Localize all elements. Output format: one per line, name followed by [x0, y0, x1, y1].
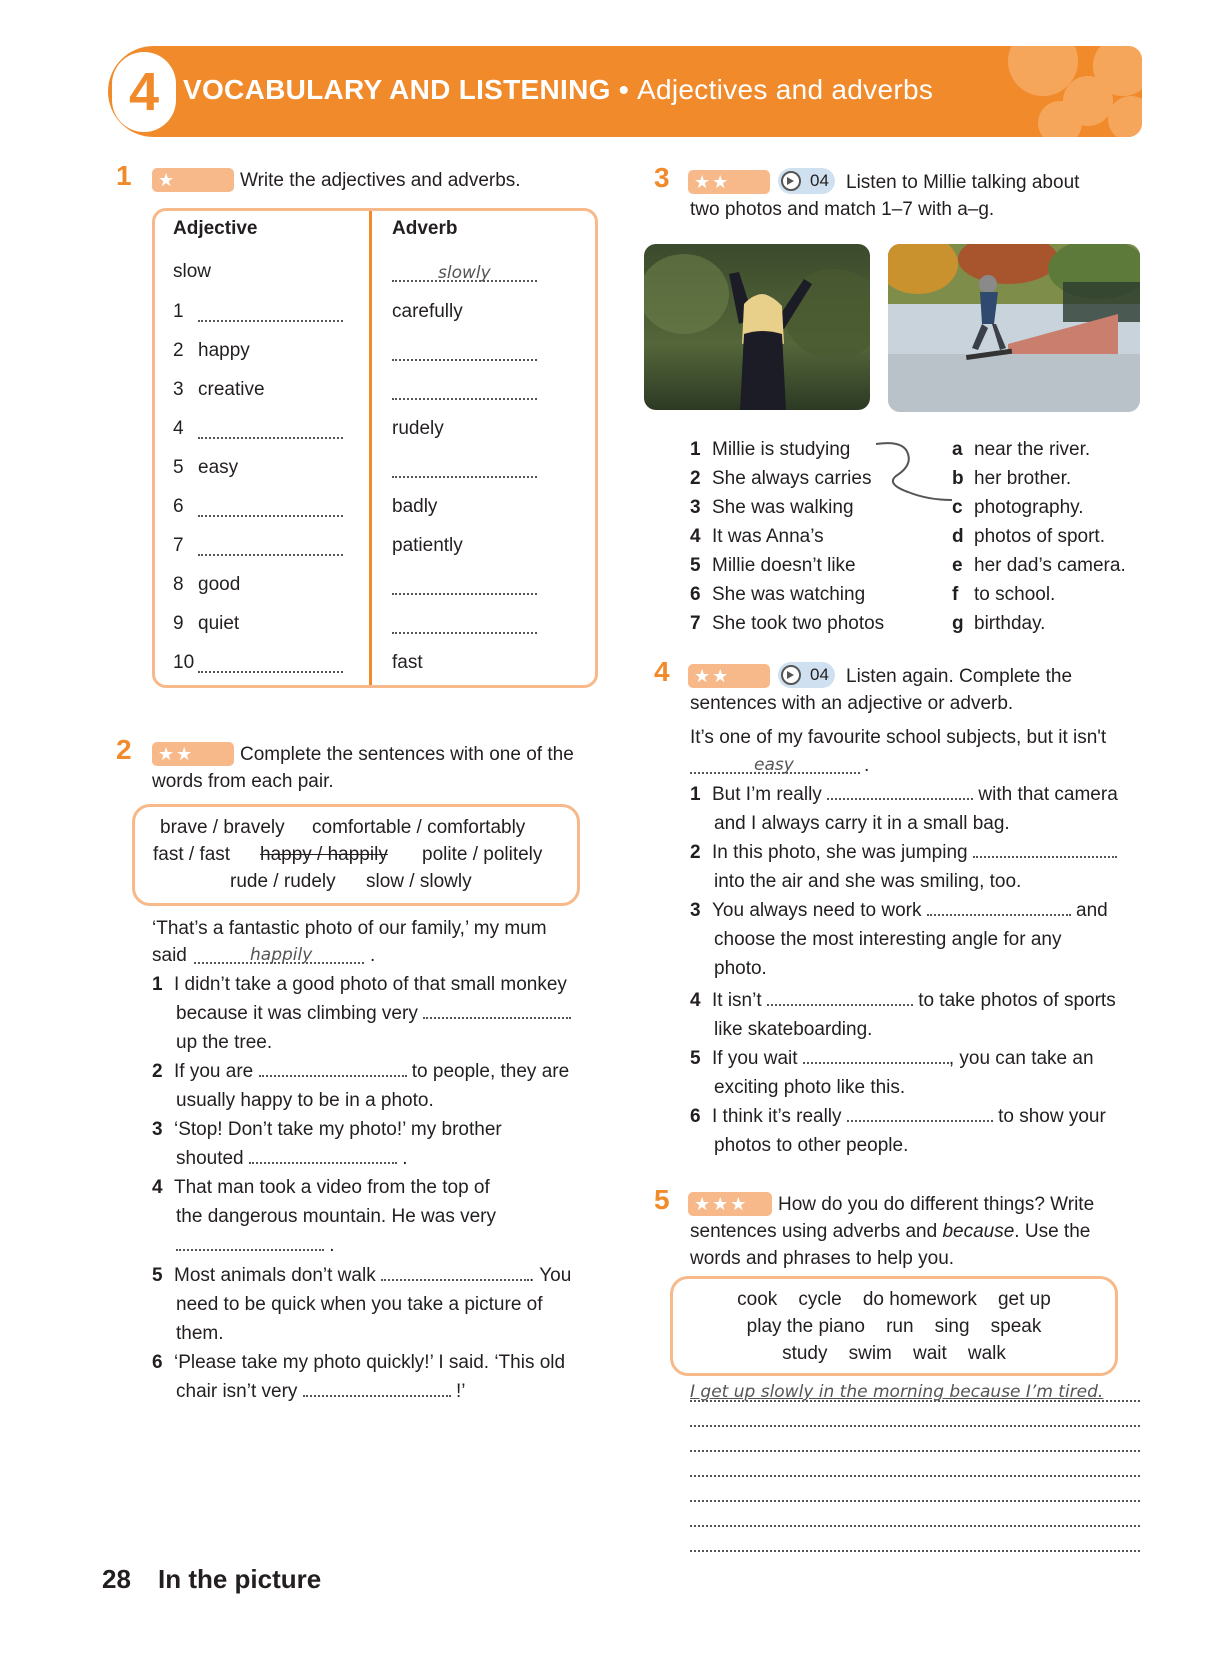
- sentence-text: need to be quick when you take a picture of: [176, 1294, 543, 1315]
- column-header-adverb: Adverb: [392, 218, 458, 239]
- word-pair: slow / slowly: [366, 871, 472, 892]
- sentence-text: up the tree.: [176, 1032, 273, 1053]
- item-text: her dad’s camera.: [974, 555, 1126, 576]
- difficulty-stars-icon: ★★★: [688, 1192, 772, 1216]
- item-letter: g: [952, 613, 964, 634]
- item-text: She took two photos: [712, 613, 885, 634]
- audio-play-icon: [781, 171, 801, 191]
- sentence-text: them.: [176, 1323, 224, 1344]
- answer-blank[interactable]: [259, 1059, 407, 1077]
- sentence-text: It isn’t: [712, 990, 762, 1011]
- adverb-cell: carefully: [392, 301, 463, 322]
- row-number: 7: [173, 535, 184, 556]
- sentence-text: Most animals don’t walk: [174, 1265, 376, 1286]
- audio-track-badge[interactable]: [778, 662, 835, 688]
- row-number: 6: [173, 496, 184, 517]
- sentence-text: I didn’t take a good photo of that small monkey: [174, 974, 567, 995]
- difficulty-stars-icon: ★★: [152, 742, 234, 766]
- item-letter: e: [952, 555, 963, 576]
- adverb-cell: patiently: [392, 535, 463, 556]
- exercise-5-instruction-line2: [690, 1218, 1090, 1245]
- answer-blank[interactable]: [176, 1233, 324, 1251]
- row-number: 9: [173, 613, 184, 634]
- punctuation: .: [370, 945, 376, 966]
- audio-track-badge[interactable]: [778, 168, 835, 194]
- item-number: 2: [152, 1061, 163, 1082]
- adjective-answer-blank[interactable]: [198, 515, 343, 517]
- item-number: 6: [152, 1352, 163, 1373]
- sentence-text: the dangerous mountain. He was very: [176, 1206, 497, 1227]
- word-list-row: study swim wait walk: [782, 1343, 1006, 1364]
- exercise-2-instruction-line2: words from each pair.: [152, 771, 334, 792]
- question-item-5: [690, 1045, 1094, 1072]
- column-header-adjective: Adjective: [173, 218, 258, 239]
- exercise-4-instruction-line2: sentences with an adjective or adverb.: [690, 693, 1014, 714]
- word-pair: fast / fast: [153, 844, 231, 865]
- answer-blank[interactable]: [249, 1146, 397, 1164]
- adjective-answer-blank[interactable]: [198, 320, 343, 322]
- unit-title: In the picture: [158, 1564, 322, 1594]
- item-number: 6: [690, 584, 701, 605]
- row-number: 10: [173, 652, 195, 673]
- question-item-4: [690, 987, 1116, 1014]
- exercise-5-number: 5: [654, 1184, 670, 1215]
- match-left-item: [690, 465, 871, 492]
- sentence-text: usually happy to be in a photo.: [176, 1090, 434, 1111]
- question-item-3: [152, 1116, 502, 1143]
- exercise-2-instruction-line1: Complete the sentences with one of the: [240, 744, 574, 765]
- answer-line[interactable]: [690, 1450, 1140, 1452]
- sentence-text: and I always carry it in a small bag.: [714, 813, 1010, 834]
- word-pair-crossed-out: happy / happily: [260, 844, 388, 865]
- adverb-answer-blank[interactable]: [392, 632, 537, 634]
- question-item-1: [690, 781, 1118, 808]
- example-sentence-answer: I get up slowly in the morning because I’m tired.: [690, 1382, 1104, 1402]
- punctuation: .: [329, 1235, 335, 1256]
- adverb-cell: rudely: [392, 418, 444, 439]
- sentence-text: . You: [528, 1265, 572, 1286]
- question-item-3-cont: [176, 1145, 407, 1172]
- answer-blank[interactable]: [927, 898, 1071, 916]
- word-pair: polite / politely: [422, 844, 543, 865]
- sentence-text: shouted: [176, 1148, 244, 1169]
- example-adjective: slow: [173, 261, 212, 282]
- row-number: 5: [173, 457, 184, 478]
- match-right-item: [952, 436, 1090, 463]
- answer-blank[interactable]: [423, 1001, 571, 1019]
- match-right-item: [952, 465, 1071, 492]
- adjective-cell: easy: [198, 457, 239, 478]
- question-item-2: [690, 839, 1117, 866]
- item-number: 5: [690, 1048, 701, 1069]
- item-number: 1: [690, 784, 701, 805]
- audio-track-number: 04: [810, 665, 829, 684]
- match-left-item: [690, 494, 854, 521]
- section-title: VOCABULARY AND LISTENING: [183, 74, 611, 105]
- photo-skateboarder: [888, 244, 1140, 412]
- match-left-item: [690, 581, 865, 608]
- adverb-answer-blank[interactable]: [392, 359, 537, 361]
- section-subtitle: Adjectives and adverbs: [637, 74, 934, 105]
- item-letter: d: [952, 526, 964, 547]
- item-number: 1: [690, 439, 701, 460]
- item-text: It was Anna’s: [712, 526, 824, 547]
- difficulty-stars-icon: ★★: [688, 664, 770, 688]
- item-number: 2: [690, 468, 701, 489]
- word-list-row: play the piano run sing speak: [746, 1316, 1042, 1337]
- adverb-cell: badly: [392, 496, 438, 517]
- sentence-text: with that camera: [978, 784, 1118, 805]
- sentence-text: ‘Please take my photo quickly!’ I said. ‘This old: [174, 1352, 566, 1373]
- sentence-text: and: [1076, 900, 1108, 921]
- adverb-cell: fast: [392, 652, 423, 673]
- exercise-3-instruction-line2: two photos and match 1–7 with a–g.: [690, 199, 995, 220]
- difficulty-stars-icon: ★: [152, 168, 234, 192]
- adverb-answer-blank[interactable]: [392, 398, 537, 400]
- answer-line: [690, 1400, 1140, 1402]
- match-left-item: [690, 436, 850, 463]
- example-adverb-answer: slowly: [438, 263, 491, 283]
- item-number: 4: [690, 990, 701, 1011]
- exercise-1-instruction: Write the adjectives and adverbs.: [240, 170, 521, 191]
- sentence-text: !’: [455, 1381, 466, 1402]
- sentence-text: If you are: [174, 1061, 254, 1082]
- exercise-1-number: 1: [116, 160, 132, 191]
- sentence-text: In this photo, she was jumping: [712, 842, 968, 863]
- sentence-text: photos to other people.: [714, 1135, 909, 1156]
- page-title: [183, 74, 933, 106]
- photo-girl-jumping: [644, 244, 870, 410]
- answer-blank[interactable]: [973, 840, 1117, 858]
- answer-blank[interactable]: [847, 1104, 993, 1122]
- adjective-cell: creative: [198, 379, 265, 400]
- adjective-cell: happy: [198, 340, 250, 361]
- sentence-text: into the air and she was smiling, too.: [714, 871, 1022, 892]
- item-number: 2: [690, 842, 701, 863]
- sentence-text: , you can take an: [948, 1048, 1094, 1069]
- example-match-line: [868, 440, 968, 510]
- item-number: 5: [690, 555, 701, 576]
- row-number: 1: [173, 301, 184, 322]
- question-item-6: [152, 1349, 565, 1376]
- item-number: 7: [690, 613, 701, 634]
- sentence-text: like skateboarding.: [714, 1019, 873, 1040]
- answer-line[interactable]: [690, 1500, 1140, 1502]
- item-text: Millie doesn’t like: [712, 555, 856, 576]
- answer-line[interactable]: [690, 1475, 1140, 1477]
- answer-blank[interactable]: [767, 988, 913, 1006]
- row-number: 3: [173, 379, 184, 400]
- answer-blank[interactable]: [827, 782, 973, 800]
- item-text: birthday.: [974, 613, 1046, 634]
- question-item-6: [690, 1103, 1106, 1130]
- example-said: said: [152, 945, 187, 966]
- exercise-2-number: 2: [116, 734, 132, 765]
- item-number: 1: [152, 974, 163, 995]
- table-divider: [369, 211, 372, 685]
- row-number: 8: [173, 574, 184, 595]
- example-sentence: It’s one of my favourite school subjects, but it isn't: [690, 727, 1107, 748]
- exercise-3-instruction-line1: Listen to Millie talking about: [846, 172, 1080, 193]
- question-item-1: [152, 971, 567, 998]
- sentence-text: to show your: [998, 1106, 1106, 1127]
- item-number: 4: [152, 1177, 163, 1198]
- match-right-item: [952, 523, 1105, 550]
- question-item-6-cont: [176, 1378, 465, 1405]
- adjective-answer-blank[interactable]: [198, 437, 343, 439]
- match-right-item: [952, 610, 1045, 637]
- item-text: to school.: [974, 584, 1056, 605]
- adverb-answer-blank[interactable]: [392, 476, 537, 478]
- sentence-text: You always need to work: [712, 900, 922, 921]
- title-bullet: •: [618, 74, 629, 105]
- sentence-text: ‘Stop! Don’t take my photo!’ my brother: [174, 1119, 502, 1140]
- question-item-4-cont: [176, 1232, 335, 1259]
- example-sentence: ‘That’s a fantastic photo of our family,’ my mum: [152, 918, 547, 939]
- item-letter: f: [952, 584, 959, 605]
- audio-track-number: 04: [810, 171, 829, 190]
- item-text: her brother.: [974, 468, 1072, 489]
- item-text: photos of sport.: [974, 526, 1105, 547]
- item-text: She always carries: [712, 468, 872, 489]
- instruction-emphasis: because: [942, 1221, 1015, 1242]
- sentence-text: I think it’s really: [712, 1106, 842, 1127]
- sentence-text: exciting photo like this.: [714, 1077, 906, 1098]
- item-letter: a: [952, 439, 963, 460]
- punctuation: .: [864, 755, 870, 776]
- row-number: 4: [173, 418, 184, 439]
- word-pair: rude / rudely: [230, 871, 336, 892]
- item-number: 6: [690, 1106, 701, 1127]
- item-text: near the river.: [974, 439, 1091, 460]
- page-number: 28: [102, 1564, 131, 1594]
- item-text: photography.: [974, 497, 1084, 518]
- adverb-answer-blank[interactable]: [392, 593, 537, 595]
- answer-blank[interactable]: [803, 1046, 949, 1064]
- sentence-text: photo.: [714, 958, 767, 979]
- difficulty-stars-icon: ★★: [688, 170, 770, 194]
- match-right-item: [952, 581, 1055, 608]
- exercise-5-instruction-line3: words and phrases to help you.: [690, 1248, 955, 1269]
- word-list-row: cook cycle do homework get up: [737, 1289, 1051, 1310]
- question-item-3: [690, 897, 1108, 924]
- adjective-cell: quiet: [198, 613, 240, 634]
- sentence-text: to people, they are: [411, 1061, 570, 1082]
- item-letter: c: [952, 497, 963, 518]
- adjective-answer-blank[interactable]: [198, 671, 343, 673]
- sentence-text: choose the most interesting angle for any: [714, 929, 1062, 950]
- match-left-item: [690, 552, 856, 579]
- item-number: 3: [152, 1119, 163, 1140]
- sentence-text: But I’m really: [712, 784, 822, 805]
- answer-line[interactable]: [690, 1425, 1140, 1427]
- item-number: 3: [690, 497, 701, 518]
- exercise-4-instruction-line1: Listen again. Complete the: [846, 666, 1073, 687]
- match-left-item: [690, 523, 824, 550]
- exercise-4-number: 4: [654, 656, 670, 687]
- punctuation: .: [402, 1148, 408, 1169]
- sentence-text: That man took a video from the top of: [174, 1177, 490, 1198]
- example-answer: happily: [250, 945, 313, 965]
- item-number: 5: [152, 1265, 163, 1286]
- adjective-cell: good: [198, 574, 241, 595]
- question-item-2: [152, 1058, 569, 1085]
- audio-play-icon: [781, 665, 801, 685]
- item-number: 3: [690, 900, 701, 921]
- match-right-item: [952, 552, 1126, 579]
- sentence-text: If you wait: [712, 1048, 798, 1069]
- match-left-item: [690, 610, 884, 637]
- sentence-text: chair isn’t very: [176, 1381, 298, 1402]
- row-number: 2: [173, 340, 184, 361]
- adjective-answer-blank[interactable]: [198, 554, 343, 556]
- item-text: She was watching: [712, 584, 866, 605]
- item-letter: b: [952, 468, 964, 489]
- instruction-text: . Use the: [1014, 1221, 1091, 1242]
- answer-line[interactable]: [690, 1525, 1140, 1527]
- question-item-5: [152, 1262, 571, 1289]
- example-answer: easy: [754, 755, 794, 775]
- word-pair: brave / bravely: [160, 817, 285, 838]
- item-number: 4: [690, 526, 701, 547]
- match-right-item: [952, 494, 1084, 521]
- instruction-text: sentences using adverbs and: [690, 1221, 943, 1242]
- item-text: She was walking: [712, 497, 854, 518]
- question-item-1-cont: [176, 1000, 571, 1027]
- sentence-text: to take photos of sports: [918, 990, 1116, 1011]
- item-text: Millie is studying: [712, 439, 851, 460]
- answer-line[interactable]: [690, 1550, 1140, 1552]
- exercise-3-number: 3: [654, 162, 670, 193]
- question-item-4: [152, 1174, 490, 1201]
- word-pair: comfortable / comfortably: [312, 817, 526, 838]
- sentence-text: because it was climbing very: [176, 1003, 418, 1024]
- unit-number-badge: 4: [112, 52, 176, 132]
- exercise-5-instruction-line1: How do you do different things? Write: [778, 1194, 1095, 1215]
- answer-blank[interactable]: [381, 1263, 529, 1281]
- answer-blank[interactable]: [303, 1379, 451, 1397]
